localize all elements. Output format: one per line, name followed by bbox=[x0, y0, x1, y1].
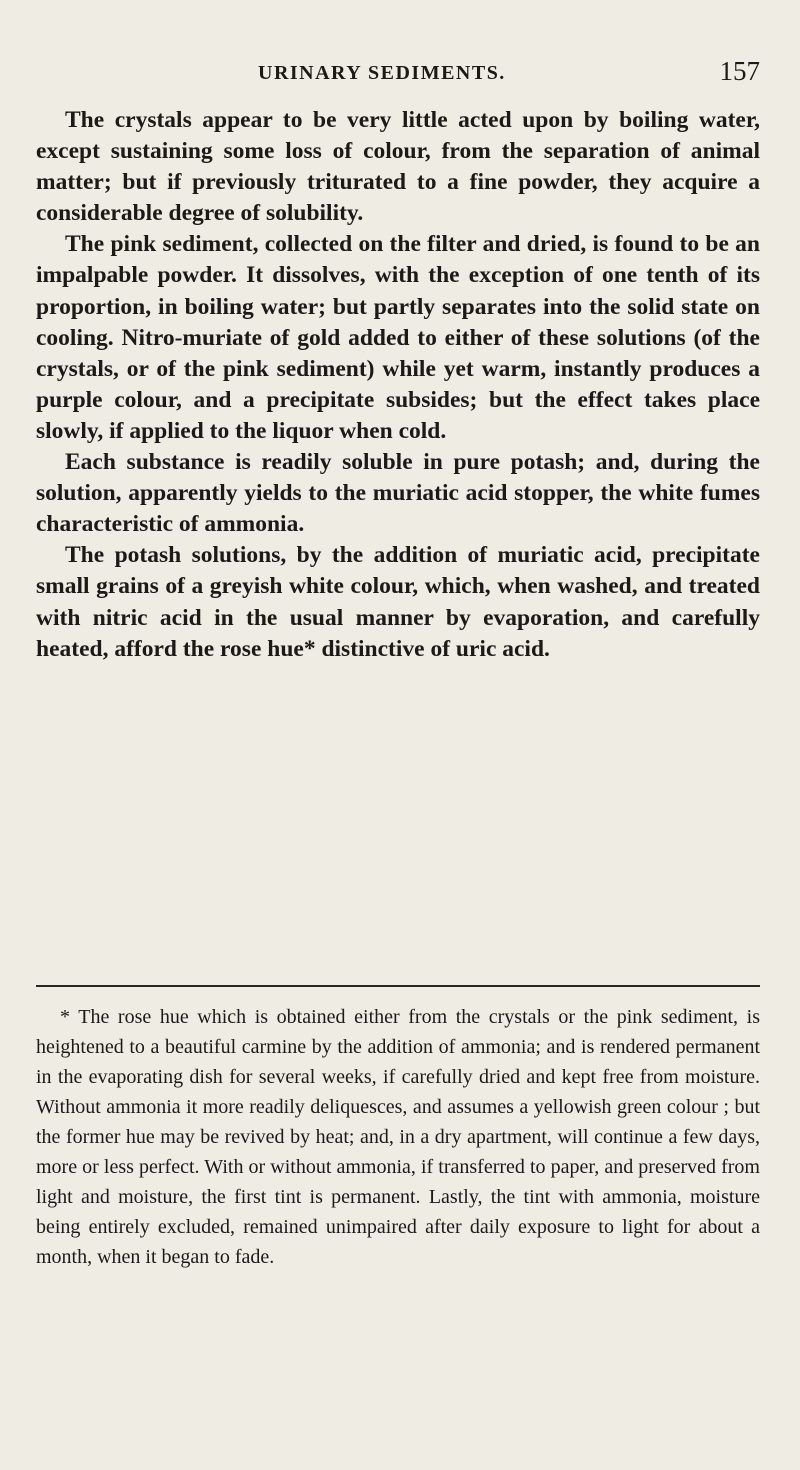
paragraph-potash-solubility: Each substance is readily soluble in pure potash; and, during the solution, apparently yields to the muriatic acid stopper, the white fumes characteristic of ammonia. bbox=[36, 449, 760, 538]
paragraph-crystals: The crystals appear to be very little acted upon by boiling water, except sustaining some loss of colour, from the separation of animal matter; but if previously triturated to a fine powder, they acquire a considerable degree of solubility. bbox=[36, 107, 760, 227]
footnotes bbox=[36, 1002, 760, 1272]
footnote-rose-hue: * The rose hue which is obtained either from the crystals or the pink sediment, is heightened to a beautiful carmine by the addition of ammonia; and is rendered permanent in the evaporating dish for several weeks, if carefully dried and kept free from moisture. Without ammonia it more readily deliquesces, and assumes a yellowish green colour ; but the former hue may be revived by heat; and, in a dry apartment, will continue a few days, more or less perfect. With or without ammonia, if transferred to paper, and preserved from light and moisture, the first tint is permanent. Lastly, the tint with ammonia, moisture being entirely excluded, remained unimpaired after daily exposure to light for about a month, when it began to fade. bbox=[36, 1006, 760, 1268]
paragraph-muriatic-acid: The potash solutions, by the addition of muriatic acid, precipitate small grains of a greyish white colour, which, when washed, and treated with nitric acid in the usual manner by evaporation, and carefully heated, afford the rose hue* distinctive of uric acid. bbox=[36, 542, 760, 662]
footnote-divider bbox=[36, 985, 760, 987]
body-text bbox=[36, 105, 760, 665]
running-title: URINARY SEDIMENTS. bbox=[258, 62, 506, 84]
page-number: 157 bbox=[719, 56, 760, 86]
running-head bbox=[36, 58, 760, 90]
paragraph-pink-sediment: The pink sediment, collected on the filter and dried, is found to be an impalpable powder. It dissolves, with the exception of one tenth of its proportion, in boiling water; but partly separates into the solid state on cooling. Nitro-muriate of gold added to either of these solutions (of the crystals, or of the pink sediment) while yet warm, instantly produces a purple colour, and a precipitate subsides; but the effect takes place slowly, if applied to the liquor when cold. bbox=[36, 231, 760, 444]
